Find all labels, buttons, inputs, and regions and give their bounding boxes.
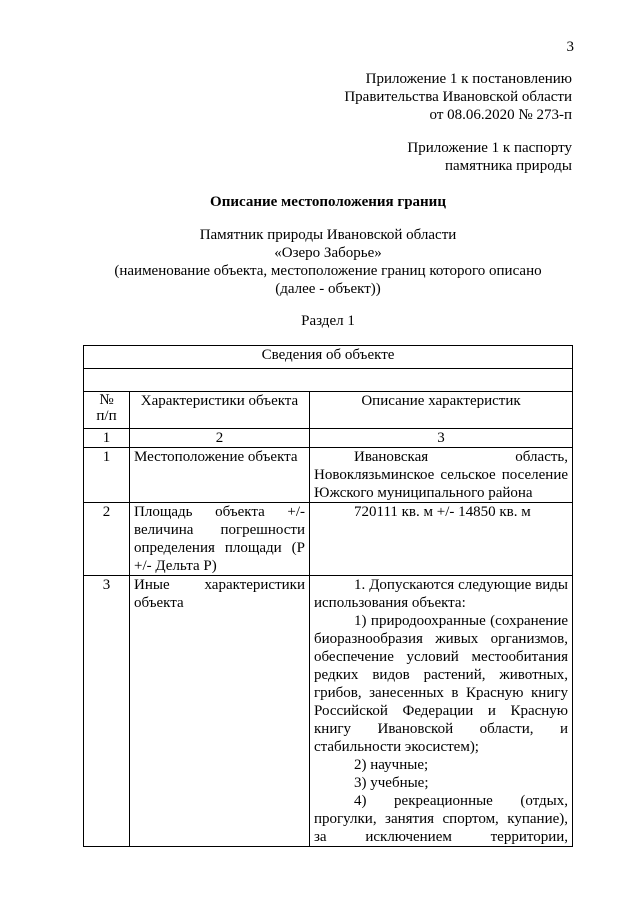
row-description <box>310 503 573 576</box>
table-empty-cell <box>84 369 573 392</box>
table-empty-row <box>84 369 573 392</box>
appendix-header-line: Правительства Ивановской области <box>344 89 572 105</box>
table-row <box>84 448 573 503</box>
description-paragraph: 3) учебные; <box>354 775 429 791</box>
row-characteristic: Местоположение объекта <box>130 448 310 503</box>
table-row <box>84 503 573 576</box>
document-title: Описание местоположения границ <box>210 194 446 210</box>
subtitle-line: (далее - объект)) <box>275 281 381 297</box>
subtitle-line: (наименование объекта, местоположение границ которого описано <box>114 263 542 279</box>
appendix-header-line: памятника природы <box>445 158 572 174</box>
appendix-header-passport <box>407 139 572 175</box>
column-number: 2 <box>130 429 310 448</box>
description-paragraph: 2) научные; <box>354 757 429 773</box>
page-number: 3 <box>566 39 574 55</box>
header-description: Описание характеристик <box>310 392 573 429</box>
appendix-header-resolution <box>344 70 572 124</box>
section-heading: Раздел 1 <box>301 313 355 329</box>
row-characteristic: Площадь объекта +/- величина погрешности определения площади (Р +/- Дельта Р) <box>130 503 310 576</box>
row-description <box>310 576 573 847</box>
description-paragraph: 1. Допускаются следующие виды использования объекта: <box>314 577 569 611</box>
row-number: 2 <box>84 503 130 576</box>
header-number <box>84 392 130 429</box>
column-number: 3 <box>310 429 573 448</box>
description-text: 720111 кв. м +/- 14850 кв. м <box>354 504 531 520</box>
description-text: Ивановская область, Новоклязьминское сельское поселение Южского муниципального района <box>314 449 569 501</box>
table-caption: Сведения об объекте <box>84 346 573 369</box>
subtitle-line: Памятник природы Ивановской области <box>199 227 457 243</box>
appendix-header-line: Приложение 1 к постановлению <box>365 71 572 87</box>
table-row <box>84 576 573 847</box>
row-number: 3 <box>84 576 130 847</box>
row-characteristic: Иные характеристики объекта <box>130 576 310 847</box>
description-paragraph: 4) рекреационные (отдых, прогулки, занятия спортом, купание), за исключением территории, <box>314 793 569 845</box>
header-characteristics: Характеристики объекта <box>130 392 310 429</box>
row-description <box>310 448 573 503</box>
row-number: 1 <box>84 448 130 503</box>
object-info-table <box>83 345 573 847</box>
table-caption-row <box>84 346 573 369</box>
appendix-header-line: Приложение 1 к паспорту <box>407 140 572 156</box>
header-number-line: № <box>99 392 114 408</box>
column-numbers-row <box>84 429 573 448</box>
header-number-line: п/п <box>96 408 117 424</box>
description-paragraph: 1) природоохранные (сохранение биоразнообразия живых организмов, обеспечение условий местообитания редких видов растений, животных, грибов, занесенных в Красную книгу Российской Федерации и Красную книгу Ивановской области, и стабильности экосистем); <box>314 613 569 755</box>
subtitle-line: «Озеро Заборье» <box>274 245 382 261</box>
column-number: 1 <box>84 429 130 448</box>
object-name-block <box>83 226 573 298</box>
appendix-header-line: от 08.06.2020 № 273-п <box>429 107 572 123</box>
table-header-row <box>84 392 573 429</box>
